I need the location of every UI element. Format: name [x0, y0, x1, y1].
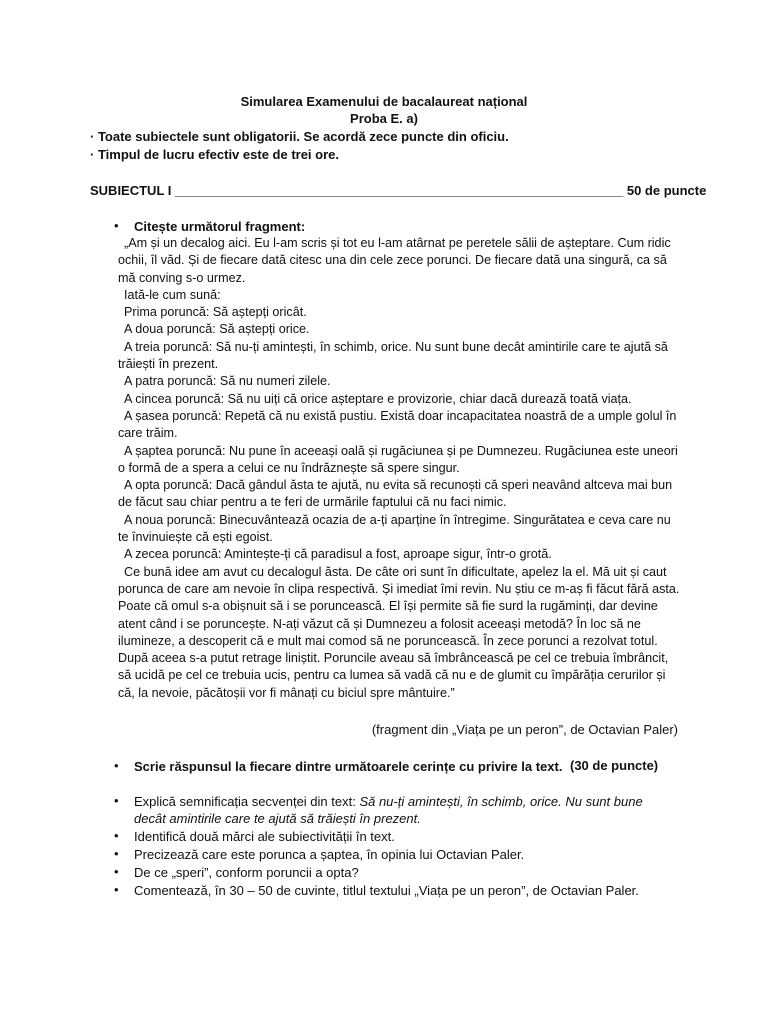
fragment-paragraph: A treia poruncă: Să nu-ți amintești, în schimb, orice. Nu sunt bune decât amintirile care te ajută să trăiești în prezent.	[118, 339, 668, 372]
fragment-text	[118, 235, 683, 702]
bullet-mark: •	[114, 793, 119, 808]
fragment-paragraph: A doua poruncă: Să aștepți orice.	[124, 322, 310, 337]
task-read: Citește următorul fragment:	[134, 219, 306, 234]
fragment-source: (fragment din „Viața pe un peron”, de Octavian Paler)	[371, 722, 678, 737]
bullet-mark: •	[114, 882, 119, 897]
fragment-paragraph: „Am și un decalog aici. Eu l-am scris și tot eu l-am atârnat pe peretele sălii de așteptare. Cum ridic ochii, îl văd. Și de fiecare dată citesc una din cele zece porunci. De fiecare dată una singură, ca să mă conving s-o urmez.	[118, 236, 671, 285]
fragment-paragraph: A șaptea poruncă: Nu pune în aceeași oală și rugăciunea și pe Dumnezeu. Rugăciunea este uneori o formă de a spera a celui ce nu îndrăznește să spere singur.	[118, 443, 678, 475]
fragment-paragraph: A zecea poruncă: Amintește-ți că paradisul a fost, aproape sigur, într-o grotă.	[124, 547, 552, 562]
fragment-paragraph: A patra poruncă: Să nu numeri zilele.	[124, 374, 331, 389]
questions-intro: Scrie răspunsul la fiecare dintre următoarele cerințe cu privire la text.	[134, 759, 563, 774]
fragment-paragraph: A șasea poruncă: Repetă că nu există pustiu. Există doar incapacitatea noastră de a umple golul în care trăim.	[118, 408, 677, 441]
bullet-mark: •	[114, 758, 119, 773]
exam-subtitle: Proba E. a)	[350, 111, 418, 126]
question-3: Precizează care este porunca a șaptea, în opinia lui Octavian Paler.	[134, 847, 525, 862]
bullet-mark: •	[114, 218, 119, 233]
fragment-paragraph: A opta poruncă: Dacă gândul ăsta te ajută, nu evita să recunoști că speri neavând altceva mai bun de făcut sau chiar pentru a te feri de urmările faptului că nu faci nimic.	[118, 478, 673, 510]
questions-points: (30 de puncte)	[570, 758, 659, 773]
subiect-heading: SUBIECTUL I ______________________________________________________________ 50 de puncte	[90, 183, 707, 198]
fragment-paragraph: A cincea poruncă: Să nu uiți că orice așteptare e provizorie, chiar dacă durează toată viața.	[124, 391, 632, 406]
question-2: Identifică două mărci ale subiectivității în text.	[134, 829, 395, 844]
rule-time: · Timpul de lucru efectiv este de trei ore.	[90, 147, 339, 162]
exam-title: Simularea Examenului de bacalaureat național	[240, 94, 528, 109]
question-4: De ce „speri”, conform poruncii a opta?	[134, 865, 359, 880]
question-1-quote: Să nu-ți amintești, în schimb, orice. Nu sunt bune decât amintirile care te ajută să trăiești în prezent.	[134, 794, 643, 826]
bullet-mark: •	[114, 864, 119, 879]
fragment-paragraph: Prima poruncă: Să aștepți oricât.	[124, 305, 307, 320]
bullet-mark: •	[114, 828, 119, 843]
question-5: Comentează, în 30 – 50 de cuvinte, titlul textului „Viața pe un peron”, de Octavian Paler.	[134, 883, 639, 898]
fragment-paragraph: A noua poruncă: Binecuvântează ocazia de a-ți aparține în întregime. Singurătatea e ceva care nu te învinuiește că ești egoist.	[118, 512, 671, 545]
fragment-paragraph: Iată-le cum sună:	[124, 287, 221, 302]
fragment-paragraph: Ce bună idee am avut cu decalogul ăsta. De câte ori sunt în dificultate, apelez la el. Mă uit și caut porunca de care am nevoie în clipa respectivă. Și imediat îmi revin. Nu știu ce m-aș fi făcut fără asta. Poate că omul s-a obișnuit să i se poruncească. El își permite să fie surd la rugăminți, dar devine atent când i se poruncește. N-ați văzut că și Dumnezeu a folosit aceeași metodă? În loc să ne ilumineze, a descoperit că e mult mai comod să ne poruncească. În zece porunci a rezolvat totul. După aceea s-a putut retrage liniștit. Poruncile aveau să îmbrâncească pe cel ce trebuia îmbrâncit, să ucidă pe cel ce trebuia ucis, pentru ca lumea să vadă că nu e de glumit cu împărăția cerurilor și că, la nevoie, păcătoșii vor fi mânați cu biciul spre mântuire.”	[118, 564, 680, 700]
bullet-mark: •	[114, 846, 119, 861]
question-1	[134, 793, 674, 827]
question-1-text: Explică semnificația secvenței din text:	[134, 794, 360, 809]
rule-mandatory: · Toate subiectele sunt obligatorii. Se acordă zece puncte din oficiu.	[90, 129, 509, 144]
